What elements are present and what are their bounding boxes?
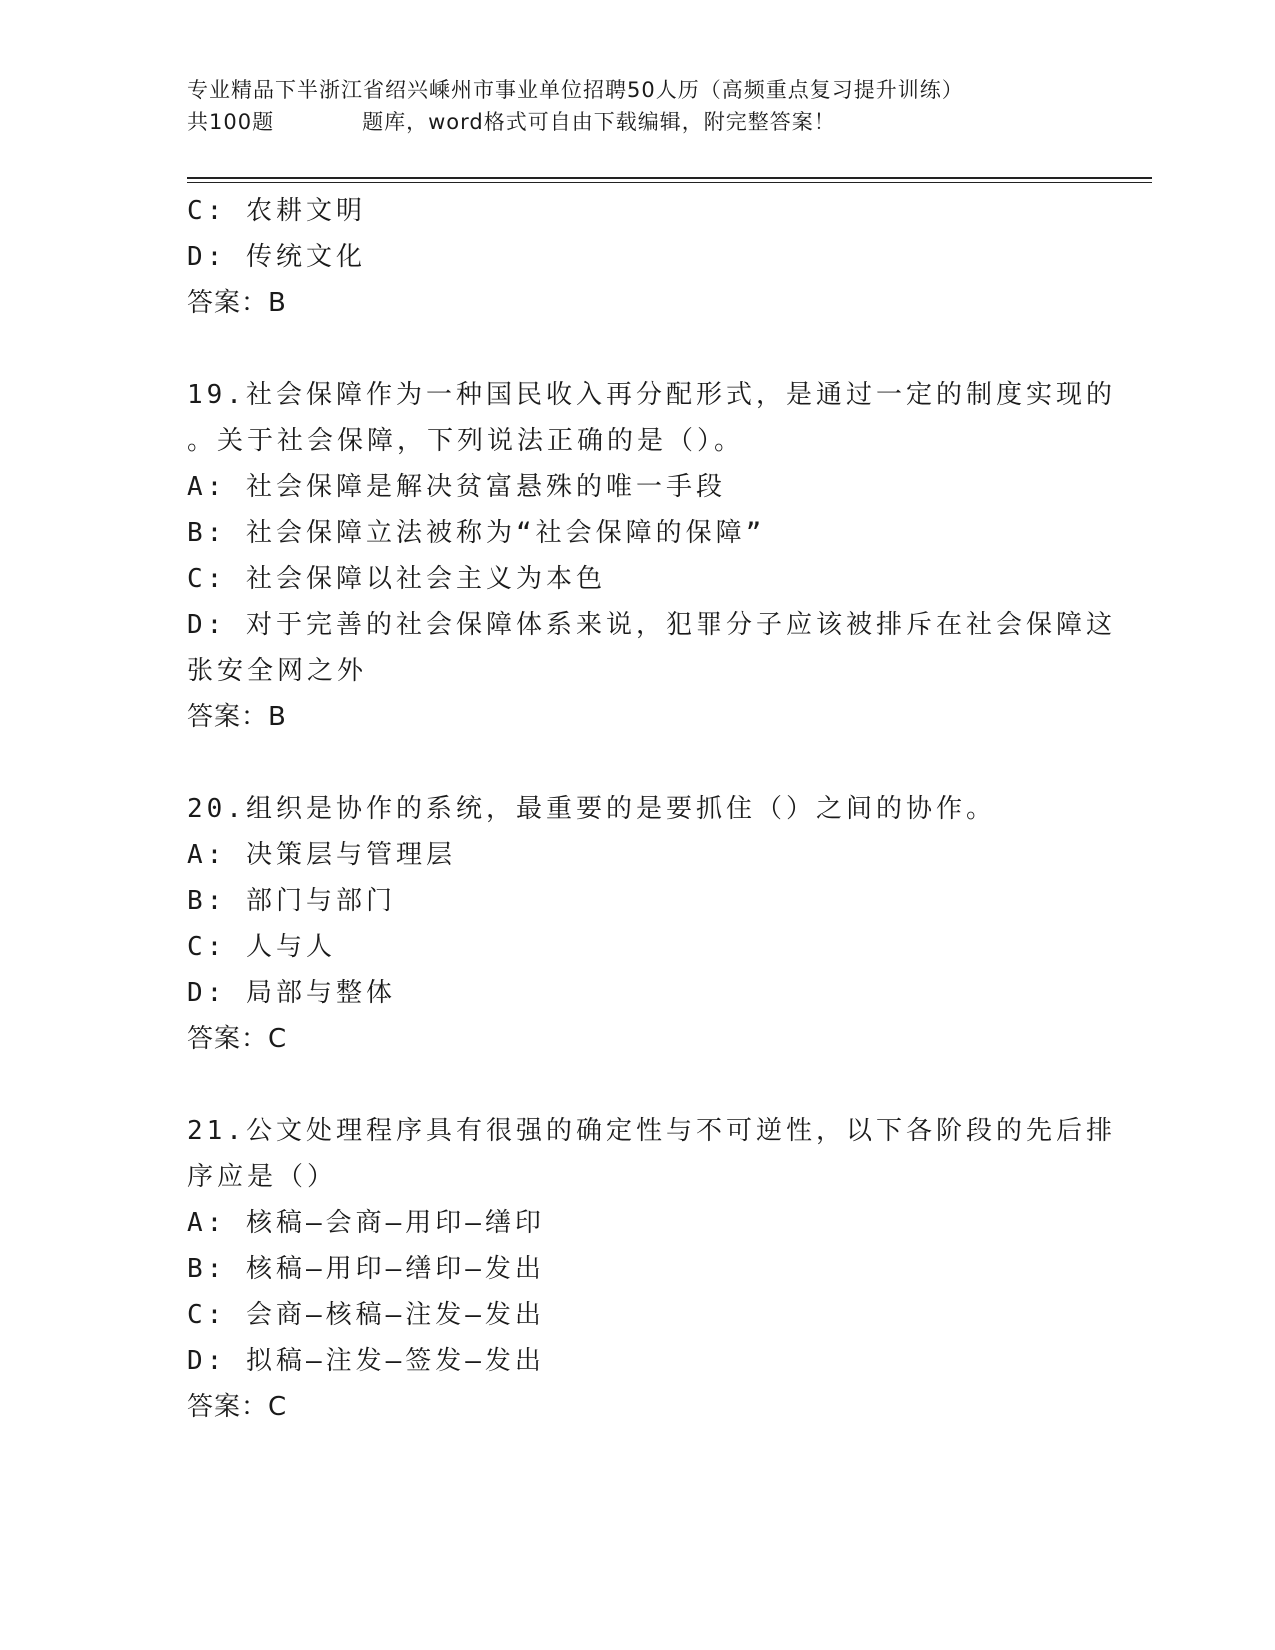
answer-line: 答案：C <box>187 1392 288 1422</box>
question-text: 序应是（） <box>187 1162 338 1192</box>
answer-line: 答案：B <box>187 702 287 732</box>
option-d: D: 拟稿—注发—签发—发出 <box>187 1346 545 1376</box>
question-content <box>187 188 1116 1430</box>
header-divider-thick <box>187 177 1152 179</box>
option-b: B: 部门与部门 <box>187 886 396 916</box>
option-a: A: 决策层与管理层 <box>187 840 456 870</box>
header-description: 题库，word格式可自由下载编辑，附完整答案！ <box>362 110 836 134</box>
option-c: C: 会商—核稿—注发—发出 <box>187 1300 545 1330</box>
option-a: A: 社会保障是解决贫富悬殊的唯一手段 <box>187 472 726 502</box>
question-text: 。关于社会保障，下列说法正确的是（）。 <box>187 426 745 456</box>
option-d-continued: 张安全网之外 <box>187 656 368 686</box>
page-header <box>187 74 1087 138</box>
question-18-carryover <box>187 188 1087 326</box>
option-a: A: 核稿—会商—用印—缮印 <box>187 1208 545 1238</box>
option-b: B: 核稿—用印—缮印—发出 <box>187 1254 545 1284</box>
option-c: C: 农耕文明 <box>187 196 366 226</box>
option-d: D: 对于完善的社会保障体系来说，犯罪分子应该被排斥在社会保障这 <box>187 610 1116 640</box>
question-text: 19.社会保障作为一种国民收入再分配形式，是通过一定的制度实现的 <box>187 380 1116 410</box>
option-c: C: 人与人 <box>187 932 336 962</box>
option-d: D: 传统文化 <box>187 242 366 272</box>
question-19 <box>187 372 1116 740</box>
option-c: C: 社会保障以社会主义为本色 <box>187 564 606 594</box>
answer-line: 答案：C <box>187 1024 288 1054</box>
header-question-count: 共100题 <box>187 110 275 134</box>
question-text: 21.公文处理程序具有很强的确定性与不可逆性，以下各阶段的先后排 <box>187 1116 1116 1146</box>
option-b: B: 社会保障立法被称为“社会保障的保障” <box>187 518 766 548</box>
question-21 <box>187 1108 1116 1430</box>
header-divider-thin <box>187 182 1152 183</box>
header-title-line1: 专业精品下半浙江省绍兴嵊州市事业单位招聘50人历（高频重点复习提升训练） <box>187 78 964 102</box>
question-20 <box>187 786 1087 1062</box>
question-text: 20.组织是协作的系统，最重要的是要抓住（）之间的协作。 <box>187 794 996 824</box>
answer-line: 答案：B <box>187 288 287 318</box>
option-d: D: 局部与整体 <box>187 978 396 1008</box>
header-title-line2 <box>187 106 1087 138</box>
